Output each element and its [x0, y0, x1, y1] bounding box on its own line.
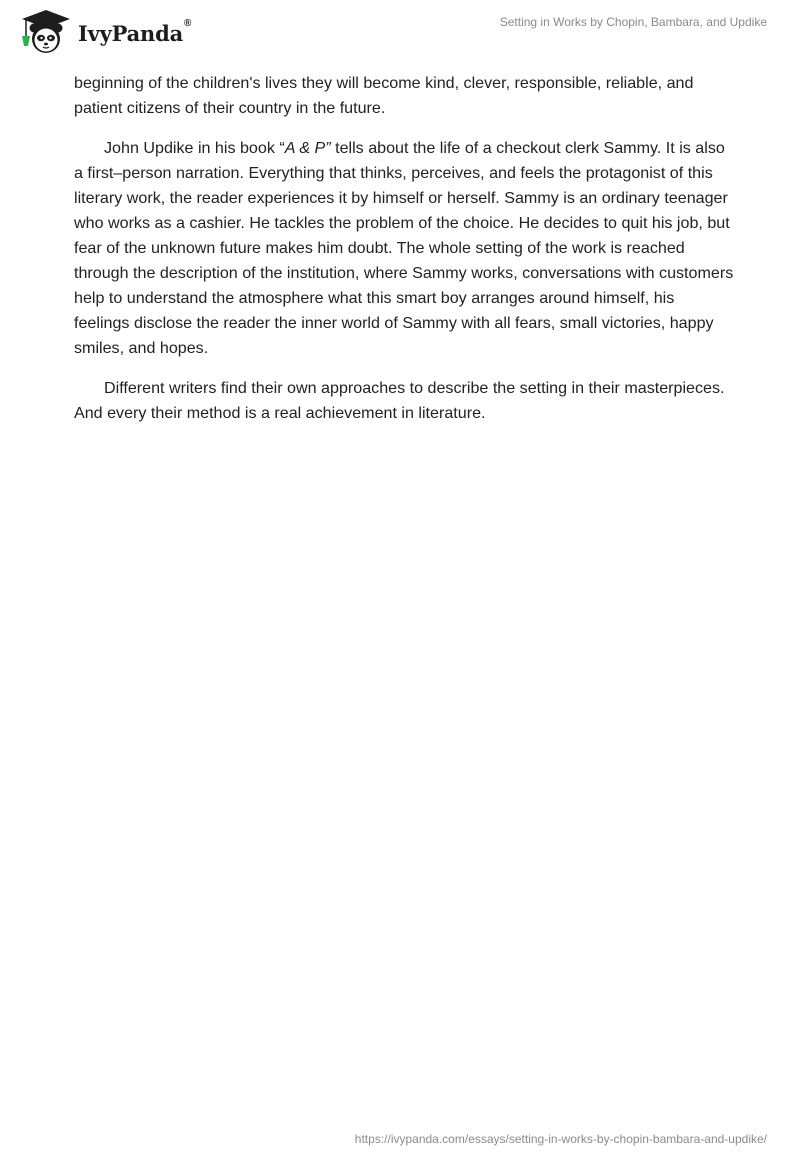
- page-header: [0, 0, 800, 60]
- paragraph-2-rest: tells about the life of a checkout clerk Sammy. It is also a first–person narration. Everything that thinks, perceives, and feels the protagonist of this literary work, the reader experiences it by himself or herself. Sammy is an ordinary teenager who works as a cashier. He tackles the problem of the choice. He decides to quit his job, but fear of the unknown future makes him doubt. The whole setting of the work is reached through the description of the institution, where Sammy works, conversations with customers help to understand the atmosphere what this smart boy arranges around himself, his feelings disclose the reader the inner world of Sammy with all fears, small victories, happy smiles, and hopes.: [74, 139, 734, 357]
- paragraph-2-lead: John Updike in his book “: [104, 139, 285, 157]
- panda-graduate-icon: [16, 8, 76, 56]
- registered-mark: ®: [184, 17, 192, 29]
- book-title: A & P”: [284, 139, 331, 157]
- paragraph-2: [74, 136, 734, 361]
- paragraph-3: Different writers find their own approaches to describe the setting in their masterpieces. And every their method is a real achievement in literature.: [74, 379, 725, 422]
- essay-body: [74, 71, 734, 441]
- ivypanda-logo[interactable]: [16, 8, 191, 56]
- document-title: Setting in Works by Chopin, Bambara, and Updike: [499, 15, 767, 29]
- source-url-link[interactable]: https://ivypanda.com/essays/setting-in-works-by-chopin-bambara-and-updike/: [354, 1132, 767, 1146]
- brand-name: IvyPanda®: [78, 17, 192, 46]
- paragraph-1: beginning of the children's lives they will become kind, clever, responsible, reliable, and patient citizens of their country in the future.: [74, 74, 694, 117]
